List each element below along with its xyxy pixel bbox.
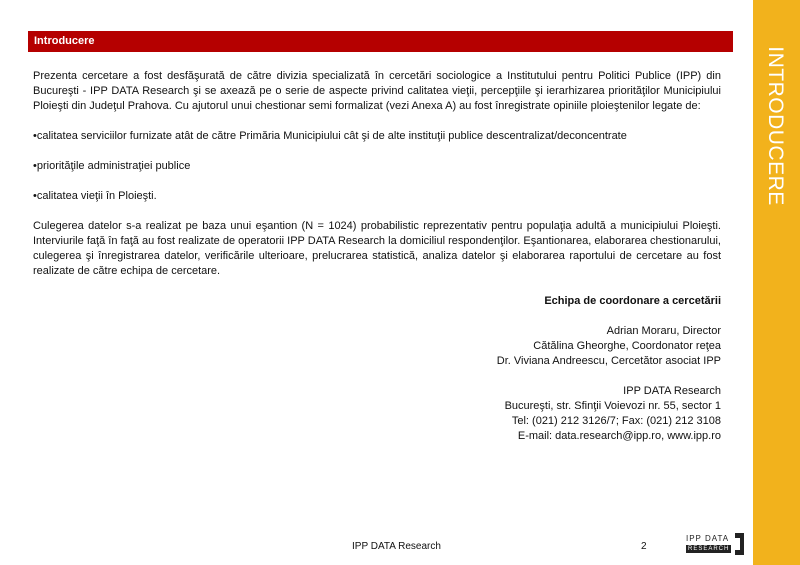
logo-text-top: IPP DATA — [686, 534, 730, 543]
org-email: E-mail: data.research@ipp.ro, www.ipp.ro — [517, 430, 721, 442]
ipp-logo — [684, 531, 748, 557]
logo-mark-icon — [732, 531, 748, 557]
org-phone: Tel: (021) 212 3126/7; Fax: (021) 212 3108 — [511, 415, 721, 427]
logo-text-bottom: RESEARCH — [688, 546, 730, 552]
method-paragraph: Culegerea datelor s-a realizat pe baza unui eşantion (N = 1024) probabilistic reprezentativ pentru populaţia adultă a municipiului Ploieşti. Interviurile faţă în faţă au fost realizate de operatorii IPP DATA Research la domiciliul respondenţilor. Eşantionarea, elaborarea chestionarului, culegerea şi înregistrarea datelor, verificările ulterioare, prelucrarea statistică, analiza datelor şi elaborarea raportului de cercetare au fost realizate de către echipa de cercetare. — [33, 220, 721, 277]
org-line: IPP DATA Research — [623, 385, 721, 397]
page-content — [33, 69, 721, 444]
side-title: INTRODUCERE — [764, 46, 787, 206]
signature-person: Cătălina Gheorghe, Coordonator reţea — [533, 340, 721, 352]
org-address: Bucureşti, str. Sfinţii Voievozi nr. 55, sector 1 — [504, 400, 721, 412]
list-item: •calitatea serviciilor furnizate atât de către Primăria Municipiului cât şi de alte instituţii publice descentralizat/deconcentrate — [33, 130, 627, 142]
intro-paragraph: Prezenta cercetare a fost desfăşurată de către divizia specializată în cercetări sociologice a Institutului pentru Politici Publice (IPP) din Bucureşti - IPP DATA Research şi se axează pe o serie de aspecte privind calitatea vieţii, percepţiile şi ierarhizarea priorităţilor Municipiului Ploieşti din Judeţul Prahova. Cu ajutorul unui chestionar semi formalizat (vezi Anexa A) au fost înregistrate opiniile ploieştenilor legate de: — [33, 70, 721, 112]
page-number: 2 — [641, 541, 647, 552]
signature-person: Dr. Viviana Andreescu, Cercetător asociat IPP — [496, 355, 721, 367]
footer-org-name: IPP DATA Research — [352, 541, 441, 552]
list-item: •calitatea vieţii în Ploieşti. — [33, 190, 157, 202]
section-header-bar — [28, 31, 733, 52]
signature-person: Adrian Moraru, Director — [606, 325, 721, 337]
section-title: Introducere — [34, 35, 95, 47]
signature-heading: Echipa de coordonare a cercetării — [544, 295, 721, 307]
list-item: •priorităţile administraţiei publice — [33, 160, 191, 172]
